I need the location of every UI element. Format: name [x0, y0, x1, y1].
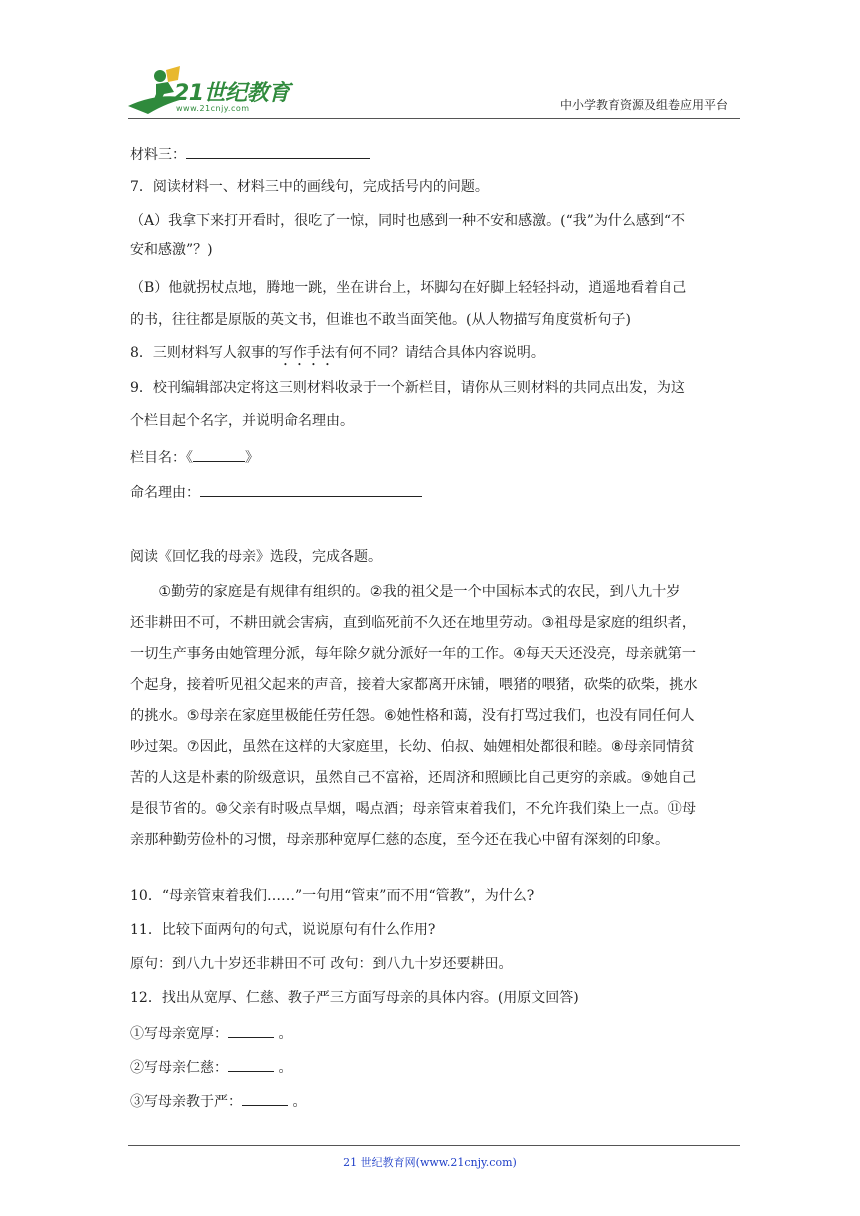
footer-link[interactable]: 21 世纪教育网(www.21cnjy.com) — [343, 1156, 517, 1169]
question-8 — [130, 343, 545, 369]
q12-item-2-label: ②写母亲仁慈： — [130, 1060, 228, 1076]
passage-line: 亲那种勤劳俭朴的习惯，母亲那种宽厚仁慈的态度，至今还在我心中留有深刻的印象。 — [130, 832, 670, 848]
question-7b-line1: （B）他就拐杖点地，腾地一跳，坐在讲台上，坏脚勾在好脚上轻轻抖动，逍遥地看着自己 — [130, 280, 687, 296]
question-11-sentences: 原句：到八九十岁还非耕田不可 改句：到八九十岁还要耕田。 — [130, 956, 513, 972]
q12-item-2 — [130, 1056, 292, 1078]
material3-blank[interactable] — [186, 143, 370, 159]
passage-line: ①勤劳的家庭是有规律有组织的。②我的祖父是一个中国标本式的农民，到八九十岁 — [130, 584, 681, 600]
footer-divider — [128, 1145, 740, 1146]
header-divider — [128, 118, 740, 119]
passage-line: 还非耕田不可，不耕田就会害病，直到临死前不久还在地里劳动。③祖母是家庭的组织者， — [130, 615, 697, 631]
column-name-line — [130, 446, 259, 468]
passage-line: 的挑水。⑤母亲在家庭里极能任劳任怨。⑥她性格和蔼，没有打骂过我们，也没有同任何人 — [130, 708, 695, 724]
q8-text-end: 有何不同？请结合具体内容说明。 — [334, 345, 545, 361]
q8-emphasis: 写作手法 — [278, 345, 335, 361]
period: 。 — [292, 1094, 307, 1110]
reason-blank[interactable] — [200, 481, 422, 497]
question-11: 11．比较下面两句的句式，说说原句有什么作用? — [130, 922, 436, 938]
q12-item-1-blank[interactable] — [228, 1022, 274, 1038]
passage-line: 一切生产事务由她管理分派，每年除夕就分派好一年的工作。④每天天还没亮，母亲就第一 — [130, 646, 697, 662]
period: 。 — [278, 1026, 293, 1042]
logo-text: 21世纪教育 — [174, 81, 290, 106]
passage-line: 苦的人这是朴素的阶级意识，虽然自己不富裕，还周济和照顾比自己更穷的亲戚。⑨她自己 — [130, 770, 697, 786]
platform-name: 中小学教育资源及组卷应用平台 — [559, 98, 728, 112]
period: 。 — [278, 1060, 293, 1076]
question-12: 12．找出从宽厚、仁慈、教子严三方面写母亲的具体内容。(用原文回答) — [130, 990, 579, 1006]
material3-label: 材料三： — [130, 147, 186, 163]
passage — [130, 577, 740, 856]
reason-label: 命名理由： — [130, 485, 200, 501]
reason-line — [130, 481, 422, 503]
q12-item-3 — [130, 1090, 306, 1112]
logo-url: www.21cnjy.com — [176, 104, 250, 113]
question-7b-line2: 的书，往往都是原版的英文书，但谁也不敢当面笑他。(从人物描写角度赏析句子) — [130, 312, 631, 328]
question-9-line2: 个栏目起个名字，并说明命名理由。 — [130, 413, 354, 429]
column-name-blank[interactable] — [193, 446, 245, 462]
q8-text-start: 8．三则材料写人叙事的 — [130, 345, 279, 361]
question-7a-line2: 安和感激”？) — [130, 242, 213, 258]
q12-item-1-label: ①写母亲宽厚： — [130, 1026, 228, 1042]
passage-line: 个起身，接着听见祖父起来的声音，接着大家都离开床铺，喂猪的喂猪，砍柴的砍柴，挑水 — [130, 677, 698, 693]
reading-intro: 阅读《回忆我的母亲》选段，完成各题。 — [130, 549, 382, 565]
column-name-close: 》 — [245, 450, 259, 466]
q12-item-3-label: ③写母亲教于严： — [130, 1094, 242, 1110]
passage-line: 是很节省的。⑩父亲有时吸点旱烟，喝点酒；母亲管束着我们，不允许我们染上一点。⑪母 — [130, 801, 697, 817]
q12-item-2-blank[interactable] — [228, 1056, 274, 1072]
passage-line: 吵过架。⑦因此，虽然在这样的大家庭里，长幼、伯叔、妯娌相处都很和睦。⑧母亲同情贫 — [130, 739, 695, 755]
question-10: 10．“母亲管束着我们……”一句用“管束”而不用“管教”，为什么? — [130, 888, 535, 904]
question-7a-line1: （A）我拿下来打开看时，很吃了一惊，同时也感到一种不安和感激。(“我”为什么感到“不 — [130, 213, 686, 229]
question-7: 7．阅读材料一、材料三中的画线句，完成括号内的问题。 — [130, 179, 489, 195]
column-name-label: 栏目名：《 — [130, 450, 193, 466]
q12-item-1 — [130, 1022, 292, 1044]
q12-item-3-blank[interactable] — [242, 1090, 288, 1106]
material3-line — [130, 143, 370, 165]
question-9-line1: 9．校刊编辑部决定将这三则材料收录于一个新栏目，请你从三则材料的共同点出发，为这 — [130, 380, 685, 396]
